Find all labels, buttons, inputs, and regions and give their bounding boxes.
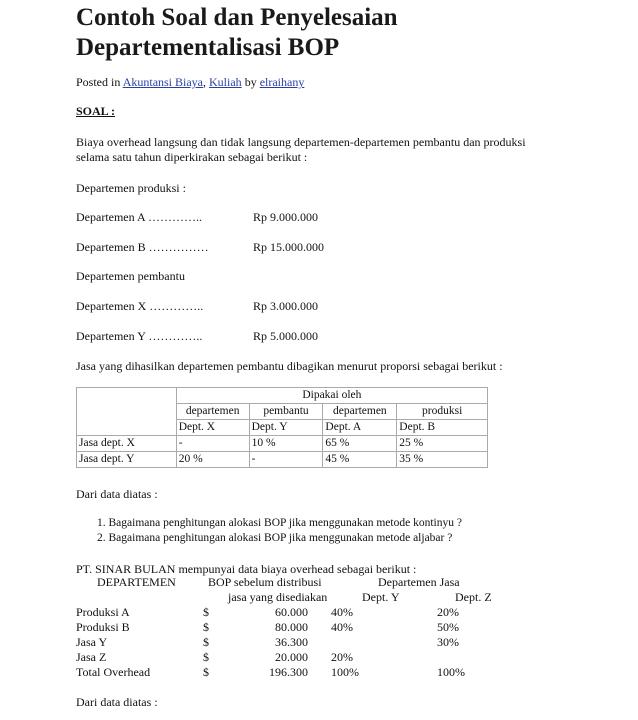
- row-dept-z: 30%: [437, 635, 459, 649]
- dept-header-cell: Dept. A: [323, 420, 397, 436]
- category-link-kuliah[interactable]: Kuliah: [209, 75, 242, 89]
- value-cell: -: [176, 436, 249, 452]
- dept-header-cell: Dept. B: [397, 420, 488, 436]
- pt-intro: PT. SINAR BULAN mempunyai data biaya overhead sebagai berikut :: [76, 562, 417, 576]
- row-amount: 196.300: [269, 665, 308, 679]
- page-title-line-2: Departementalisasi BOP: [76, 34, 340, 61]
- row-amount: 20.000: [275, 650, 308, 664]
- row-name: Produksi A: [76, 605, 130, 619]
- intro-line-1: Biaya overhead langsung dan tidak langsung departemen-departemen pembantu dan produksi: [76, 135, 526, 149]
- posted-in-label: Posted in: [76, 75, 121, 89]
- soal-heading: SOAL :: [76, 104, 116, 118]
- question-2: 2. Bagaimana penghitungan alokasi BOP jika menggunakan metode aljabar ?: [97, 532, 453, 544]
- col-header-jasa-disediakan: jasa yang disediakan: [228, 590, 328, 604]
- row-dept-z: 100%: [437, 665, 465, 679]
- row-label-cell: Jasa dept. X: [77, 436, 177, 452]
- value-cell: -: [249, 452, 323, 468]
- dept-header-cell: Dept. Y: [249, 420, 323, 436]
- col-header-departemen: DEPARTEMEN: [97, 575, 176, 589]
- row-amount: 60.000: [275, 605, 308, 619]
- table-corner-cell: [77, 388, 177, 436]
- dept-x-label: Departemen X …………..: [76, 299, 204, 313]
- table-row: [77, 388, 488, 404]
- row-currency: $: [203, 605, 209, 619]
- row-dept-y: 100%: [331, 665, 359, 679]
- dari-data-label-2: Dari data diatas :: [76, 695, 158, 709]
- row-currency: $: [203, 665, 209, 679]
- dept-b-value: Rp 15.000.000: [253, 240, 325, 254]
- row-amount: 80.000: [275, 620, 308, 634]
- value-cell: 20 %: [176, 452, 249, 468]
- question-1: 1. Bagaimana penghitungan alokasi BOP jika menggunakan metode kontinyu ?: [97, 517, 462, 529]
- row-currency: $: [203, 620, 209, 634]
- dept-x-value: Rp 3.000.000: [253, 299, 319, 313]
- dept-y-label: Departemen Y …………..: [76, 329, 203, 343]
- dept-a-value: Rp 9.000.000: [253, 210, 319, 224]
- row-dept-y: 40%: [331, 605, 353, 619]
- row-dept-z: 20%: [437, 605, 459, 619]
- post-meta: [76, 75, 304, 89]
- row-name: Produksi B: [76, 620, 130, 634]
- author-link[interactable]: elraihany: [259, 75, 305, 89]
- intro-line-2: selama satu tahun diperkirakan sebagai berikut :: [76, 150, 308, 164]
- category-link-akuntansi-biaya[interactable]: Akuntansi Biaya: [122, 75, 204, 89]
- type-header-cell: produksi: [397, 404, 488, 420]
- row-currency: $: [203, 635, 209, 649]
- row-amount: 36.300: [275, 635, 308, 649]
- value-cell: 25 %: [397, 436, 488, 452]
- category-separator: ,: [203, 75, 207, 89]
- col-header-bop: BOP sebelum distribusi: [208, 575, 322, 589]
- type-header-cell: departemen: [323, 404, 397, 420]
- col-header-dept-z: Dept. Z: [455, 590, 492, 604]
- dept-a-label: Departemen A …………..: [76, 210, 202, 224]
- value-cell: 35 %: [397, 452, 488, 468]
- value-cell: 10 %: [249, 436, 323, 452]
- row-label-cell: Jasa dept. Y: [77, 452, 177, 468]
- type-header-cell: departemen: [176, 404, 249, 420]
- dept-header-cell: Dept. X: [176, 420, 249, 436]
- value-cell: 45 %: [323, 452, 397, 468]
- dept-produksi-heading: Departemen produksi :: [76, 181, 186, 195]
- col-header-departemen-jasa: Departemen Jasa: [378, 575, 460, 589]
- dari-data-label: Dari data diatas :: [76, 487, 158, 501]
- dept-b-label: Departemen B ……………: [76, 240, 209, 254]
- dept-y-value: Rp 5.000.000: [253, 329, 319, 343]
- row-dept-y: 40%: [331, 620, 353, 634]
- jasa-intro: Jasa yang dihasilkan departemen pembantu dibagikan menurut proporsi sebagai berikut :: [76, 359, 503, 373]
- col-header-dept-y: Dept. Y: [362, 590, 400, 604]
- row-name: Jasa Y: [76, 635, 108, 649]
- allocation-table: [76, 387, 488, 468]
- dept-pembantu-heading: Departemen pembantu: [76, 269, 185, 283]
- page-title-line-1: Contoh Soal dan Penyelesaian: [76, 4, 398, 31]
- row-currency: $: [203, 650, 209, 664]
- group-header-cell: Dipakai oleh: [176, 388, 487, 404]
- table-row: [77, 452, 488, 468]
- type-header-cell: pembantu: [249, 404, 323, 420]
- row-dept-y: 20%: [331, 650, 353, 664]
- value-cell: 65 %: [323, 436, 397, 452]
- by-label: by: [244, 75, 257, 89]
- table-row: [77, 436, 488, 452]
- row-name: Jasa Z: [76, 650, 107, 664]
- row-dept-z: 50%: [437, 620, 459, 634]
- row-name: Total Overhead: [76, 665, 151, 679]
